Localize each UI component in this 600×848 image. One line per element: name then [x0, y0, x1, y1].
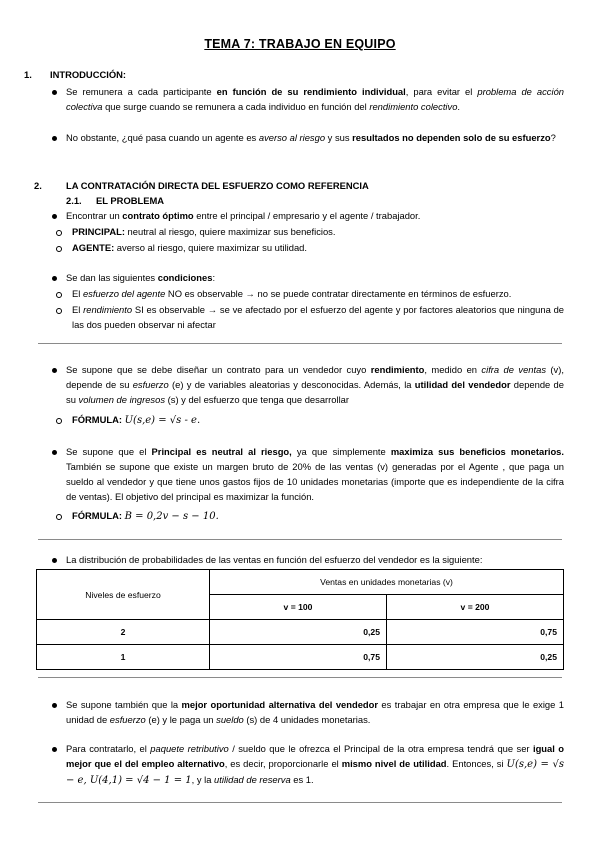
- sub-bullet-icon: [56, 292, 62, 298]
- bullet-icon: [52, 90, 57, 95]
- reserve-utility-paragraph: Para contratarlo, el paquete retributivo / sueldo que le ofrezca el Principal de la otra empresa tendrá que ser igual o mejor que el del empleo alternativo, es decir, proporcionarle el mismo nivel de utilidad. Entonces, si U(s,e) = √s − e, U(4,1) = √4 − 1 = 1, y la utilidad de reserva es 1.: [66, 743, 565, 786]
- section-divider: [38, 343, 562, 344]
- section-1-number: 1.: [24, 69, 32, 80]
- table-column-header: v = 100: [210, 595, 387, 620]
- condition-2: El rendimiento SI es observable → se ve afectado por el esfuerzo del agente y por factores aleatorios que ninguna de las dos pueden observar ni afectar: [72, 304, 564, 330]
- table-cell: 0,75: [210, 645, 387, 670]
- principal-line: PRINCIPAL: neutral al riesgo, quiere maximizar sus beneficios.: [72, 226, 336, 237]
- sub-bullet-icon: [56, 246, 62, 252]
- table-row: [37, 620, 564, 645]
- section-divider: [38, 802, 562, 803]
- intro-paragraph-1: Se remunera a cada participante en función de su rendimiento individual, para evitar el problema de acción colectiva que surge cuando se remunera a cada individuo en función del rendimiento colectivo.: [66, 86, 564, 112]
- section-1-heading: INTRODUCCIÓN:: [50, 69, 127, 80]
- page-title: TEMA 7: TRABAJO EN EQUIPO: [204, 37, 396, 51]
- bullet-icon: [52, 368, 57, 373]
- conditions-intro: Se dan las siguientes condiciones:: [66, 272, 216, 283]
- section-divider: [38, 677, 562, 678]
- sub-bullet-icon: [56, 230, 62, 236]
- bullet-icon: [52, 276, 57, 281]
- condition-1: El esfuerzo del agente NO es observable → no se puede contratar directamente en términos de esfuerzo.: [72, 288, 512, 299]
- sub-bullet-icon: [56, 514, 62, 520]
- vendor-paragraph: Se supone que se debe diseñar un contrato para un vendedor cuyo rendimiento, medido en cifra de ventas (v), depende de su esfuerzo (e) y de variables aleatorias y desconocidas. Además, la utilidad del vendedor depende de su volumen de ingresos (s) y del esfuerzo que tenga que desarrollar: [66, 364, 564, 405]
- table-row-header: Niveles de esfuerzo: [37, 570, 210, 620]
- table-row: [37, 645, 564, 670]
- bullet-icon: [52, 558, 57, 563]
- bullet-icon: [52, 703, 57, 708]
- table-cell: 0,75: [387, 620, 564, 645]
- table-cell-level: 2: [37, 620, 210, 645]
- table-cell: 0,25: [210, 620, 387, 645]
- intro-paragraph-2: No obstante, ¿qué pasa cuando un agente es averso al riesgo y sus resultados no dependen solo de su esfuerzo?: [66, 132, 556, 143]
- bullet-icon: [52, 450, 57, 455]
- subsection-heading: EL PROBLEMA: [96, 195, 165, 206]
- distribution-intro: La distribución de probabilidades de las ventas en función del esfuerzo del vendedor es la siguiente:: [66, 554, 483, 565]
- benefit-formula: FÓRMULA: B = 0,2v − s − 10.: [72, 510, 219, 522]
- bullet-icon: [52, 136, 57, 141]
- problem-bullet-1: Encontrar un contrato óptimo entre el principal / empresario y el agente / trabajador.: [66, 210, 421, 221]
- principal-paragraph: Se supone que el Principal es neutral al riesgo, ya que simplemente maximiza sus beneficios monetarios. También se supone que existe un margen bruto de 20% de las ventas (v) generadas por el Agente , que paga un sueldo al vendedor y que tiene unos gastos fijos de 10 unidades monetarias (importe que es independiente de la cifra de ventas). El objetivo del principal es maximizar la función.: [66, 446, 564, 502]
- bullet-icon: [52, 214, 57, 219]
- table-cell-level: 1: [37, 645, 210, 670]
- agente-line: AGENTE: averso al riesgo, quiere maximizar su utilidad.: [72, 242, 307, 253]
- section-2-heading: LA CONTRATACIÓN DIRECTA DEL ESFUERZO COMO REFERENCIA: [66, 180, 369, 191]
- sub-bullet-icon: [56, 418, 62, 424]
- section-divider: [38, 539, 562, 540]
- subsection-number: 2.1.: [66, 195, 82, 206]
- utility-formula: FÓRMULA: U(s,e) = √s - e.: [72, 414, 201, 426]
- probability-table: [36, 569, 564, 670]
- section-2-number: 2.: [34, 180, 42, 191]
- table-group-header: Ventas en unidades monetarias (v): [210, 570, 564, 595]
- bullet-icon: [52, 747, 57, 752]
- alternative-paragraph: Se supone también que la mejor oportunidad alternativa del vendedor es trabajar en otra empresa que le exige 1 unidad de esfuerzo (e) y le paga un sueldo (s) de 4 unidades monetarias.: [66, 699, 564, 725]
- table-column-header: v = 200: [387, 595, 564, 620]
- sub-bullet-icon: [56, 308, 62, 314]
- table-cell: 0,25: [387, 645, 564, 670]
